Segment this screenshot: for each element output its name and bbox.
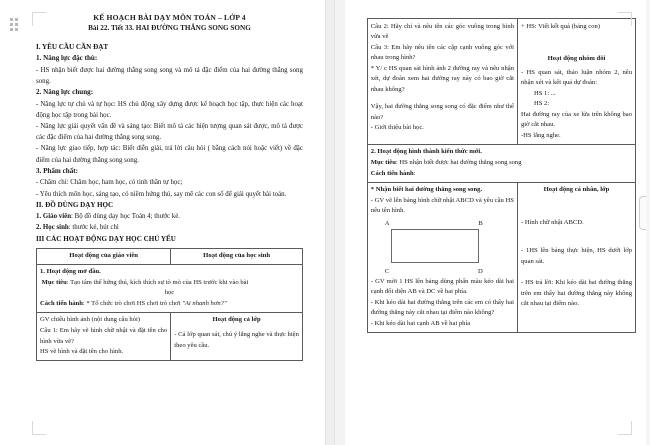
cell-student-responses: [517, 19, 635, 145]
page-2-body: [345, 0, 650, 333]
student-conclusion-rails: Hai đường ray của xe lửa trên không bao giờ cắt nhau.: [520, 110, 632, 129]
activity-2-title-text: 2. Hoạt động hình thành kiến thức mới.: [370, 148, 482, 156]
student-answer-rectangle-name: - Hình chữ nhật ABCD.: [520, 218, 584, 226]
page-separator-gap: [325, 0, 335, 445]
page-corner-mark-bottom-left: [32, 421, 46, 435]
student-2-answer: HS 2:: [533, 100, 550, 108]
activity-2-procedure-text: :: [413, 169, 416, 177]
teacher-extend-sides-instruction: - GV mời 1 HS lên bảng dùng phấn màu kéo dài hai cạnh đối diện AB và DC về hai phía.: [370, 277, 514, 296]
activity-2-procedure: [371, 169, 632, 180]
vertex-label-b: B: [478, 219, 483, 227]
teacher-request-observe-rails: * Y/ c HS quan sát hình ảnh 2 đường ray và nêu nhận xét, dự đoán xem hai đường ray này có bao giờ cắt nhau không?: [370, 64, 514, 93]
page-1-body: [0, 0, 325, 361]
rectangle-shape: [391, 229, 479, 263]
student-pair-activity-title: Hoạt động nhóm đôi: [547, 55, 606, 63]
procedure-text: : * Tổ chức trò chơi HS chơi trò chơi: [82, 299, 183, 307]
activities-table-page-2: [367, 18, 636, 333]
procedure-label: Cách tiến hành: [40, 299, 83, 307]
student-activity-1-title: Hoạt động cả lớp: [212, 316, 261, 324]
vertical-scrollbar[interactable]: [646, 0, 650, 445]
drag-handle-icon[interactable]: [10, 18, 19, 34]
figure-rectangle-abcd: [371, 219, 514, 275]
vertex-label-c: C: [384, 268, 390, 276]
student-activity-1-line-1: - Cả lớp quan sát, chú ý lắng nghe và thực hiện theo yêu cầu.: [174, 331, 299, 349]
activity-1-title: [40, 267, 299, 278]
column-header-teacher-activity: Hoạt động của giáo viên: [37, 249, 171, 265]
cell-activity-2-header: [367, 144, 635, 182]
table-header-row: [37, 249, 303, 265]
document-title: KẾ HOẠCH BÀI DẠY MÔN TOÁN – LỚP 4: [93, 13, 246, 22]
teacher-line-2: Câu 1: Em hãy vẽ hình chữ nhật và đặt tên cho hình vừa vẽ?: [40, 327, 168, 345]
table-row-activity-2-body: [367, 182, 635, 332]
student-performs-on-board: - 1HS lên bảng thực hiện, HS dưới lớp quan sát.: [520, 247, 632, 265]
student-write-result: + HS: Viết kết quả (bảng con): [520, 22, 600, 30]
paragraph-general-competency-3: - Năng lực giao tiếp, hợp tác: Biết diễn giải, trả lời câu hỏi ( bằng cách nói hoặc viết) về đặc điểm của hai đường thẳng song song.: [36, 145, 303, 164]
column-header-student-activity: Hoạt động của học sinh: [171, 249, 303, 265]
student-individual-class-activity-title: Hoạt động cá nhân, lớp: [543, 186, 610, 194]
label-student: 2. Học sinh: [36, 224, 69, 232]
table-row-activity-2-intro: [367, 144, 635, 182]
cell-activity-1-header: [37, 264, 303, 312]
objective-label: Mục tiêu: [41, 278, 67, 286]
activity-1-title-text: 1. Hoạt động mở đầu.: [40, 268, 101, 276]
cell-teacher-questions: [367, 19, 517, 145]
student-1-answer: HS 1: ...: [533, 89, 556, 97]
paragraph-quality-1: - Chăm chỉ: Chăm học, ham học, có tinh thần tự học;: [36, 179, 183, 187]
document-subtitle: Bài 22. Tiết 33. HAI ĐƯỜNG THẲNG SONG SONG: [88, 24, 251, 33]
teacher-line-3: HS vẽ hình và đặt tên cho hình.: [40, 348, 124, 356]
activity-2-objective-label: Mục tiêu: [370, 158, 396, 166]
teacher-extend-ab-instruction: - Khi kéo dài hai cạnh AB về hai phía: [370, 319, 471, 327]
teacher-introduce-lesson: - Giới thiệu bài học.: [370, 124, 424, 132]
activities-table-page-1: [36, 248, 303, 361]
vertex-label-a: A: [384, 219, 390, 227]
spacer: [521, 196, 632, 218]
table-row-activity-1-body: [37, 312, 303, 360]
question-3: Câu 3: Em hãy nêu tên các cặp cạnh vuông góc với nhau trong hình?: [370, 43, 514, 62]
document-page-2: [345, 0, 650, 445]
subsection-general-competency: 2. Năng lực chung:: [36, 88, 94, 97]
figure-labels-top: [385, 219, 483, 230]
subsection-qualities: 3. Phẩm chất:: [36, 166, 78, 175]
student-answer-no-intersection: - HS trả lời: Khi kéo dài hai đường thẳng trên em thấy hai đường thẳng này không cắt nhau tại điểm nào.: [520, 279, 632, 308]
activity-1-objective-wrap: học: [164, 289, 175, 297]
activity-1-objective: [40, 278, 299, 289]
paragraph-general-competency-2: - Năng lực giải quyết vấn đề và sáng tạo: Biết mô tả các hiện tượng quan sát được, mô tả được các đặc điểm của hai đường thẳng song song.: [36, 123, 303, 142]
student-discuss-line: - HS quan sát, thảo luận nhóm 2, nêu nhận xét và kết quả dự đoán:: [520, 68, 632, 87]
spacer: [521, 32, 632, 54]
paragraph-general-competency-1: - Năng lực tự chủ và tự học: HS chủ động xây dựng được kế hoạch học tập, thực hiện các hoạt động học tập trong bài học.: [36, 100, 303, 119]
paragraph-quality-2: - Yêu thích môn học, sáng tạo, có niềm hứng thú, say mê các con số để giải quyết bài toán.: [36, 190, 287, 198]
activity-2-procedure-label: Cách tiến hành: [370, 169, 414, 177]
cell-student-activity-2: [517, 182, 635, 332]
cell-teacher-activity-1: [37, 312, 171, 360]
cell-teacher-activity-2: [367, 182, 517, 332]
spacer: [371, 95, 514, 102]
spacer: [521, 228, 632, 246]
subsection-specific-competency: 1. Năng lực đặc thù:: [36, 54, 98, 63]
teacher-line-1: GV chiếu hình ảnh (nội dung câu hỏi): [40, 316, 141, 324]
activity-2-objective: [371, 158, 632, 169]
cell-student-activity-1: [171, 312, 303, 360]
spacer: [521, 267, 632, 278]
objective-text: : Tạo tâm thế hứng thú, kích thích sự tò mò của HS trước khi vào bài: [66, 278, 249, 286]
table-row-activity-1-intro: [37, 264, 303, 312]
teacher-question-parallel-property: Vậy, hai đường thẳng song song có đặc điểm như thế nào?: [370, 103, 514, 121]
procedure-game-name: "Ai nhanh hơn?": [182, 299, 227, 307]
student-listening: -HS lắng nghe.: [520, 131, 561, 139]
activity-2-title: [371, 147, 632, 158]
section-heading-teaching-aids: II. ĐỒ DÙNG DẠY HỌC: [36, 200, 114, 209]
paragraph-student-aids: [36, 222, 303, 233]
section-heading-requirements: I. YÊU CẦU CẦN ĐẠT: [36, 42, 109, 51]
paragraph-teacher-aids: [36, 211, 303, 222]
table-row-questions-2-3: [367, 19, 635, 145]
page-corner-mark-bottom-right: [618, 421, 632, 435]
teacher-question-intersect: - Khi kéo dài hai đường thẳng trên các em có thấy hai đường thẳng này cắt nhau tại điểm nào không?: [370, 298, 514, 317]
recognize-parallel-lines-heading: * Nhận biết hai đường thẳng song song.: [370, 186, 483, 194]
figure-labels-bottom: [385, 267, 483, 278]
activity-1-procedure: [40, 299, 299, 310]
teacher-draw-rectangle-instruction: - GV vẽ lên bảng hình chữ nhật ABCD và yêu cầu HS nêu tên hình.: [370, 196, 514, 215]
question-2: Câu 2: Hãy chỉ và nêu tên các góc vuông trong hình vừa vẽ: [370, 22, 514, 41]
text-student-aids: : thước kẻ, bút chì: [68, 224, 119, 232]
activity-2-objective-text: : HS nhận biết được hai đường thẳng song song: [395, 158, 522, 166]
text-teacher-aids: : Bộ đồ dùng dạy học Toán 4; thước kẻ.: [71, 213, 180, 221]
vertex-label-d: D: [478, 268, 483, 276]
paragraph-specific-competency-1: - HS nhận biết được hai đường thẳng song song và mô tả đặc điểm của hai đường thẳng song song.: [36, 66, 303, 86]
label-teacher: 1. Giáo viên: [36, 213, 72, 221]
section-heading-main-activities: III CÁC HOẠT ĐỘNG DẠY HỌC CHỦ YẾU: [36, 234, 176, 243]
